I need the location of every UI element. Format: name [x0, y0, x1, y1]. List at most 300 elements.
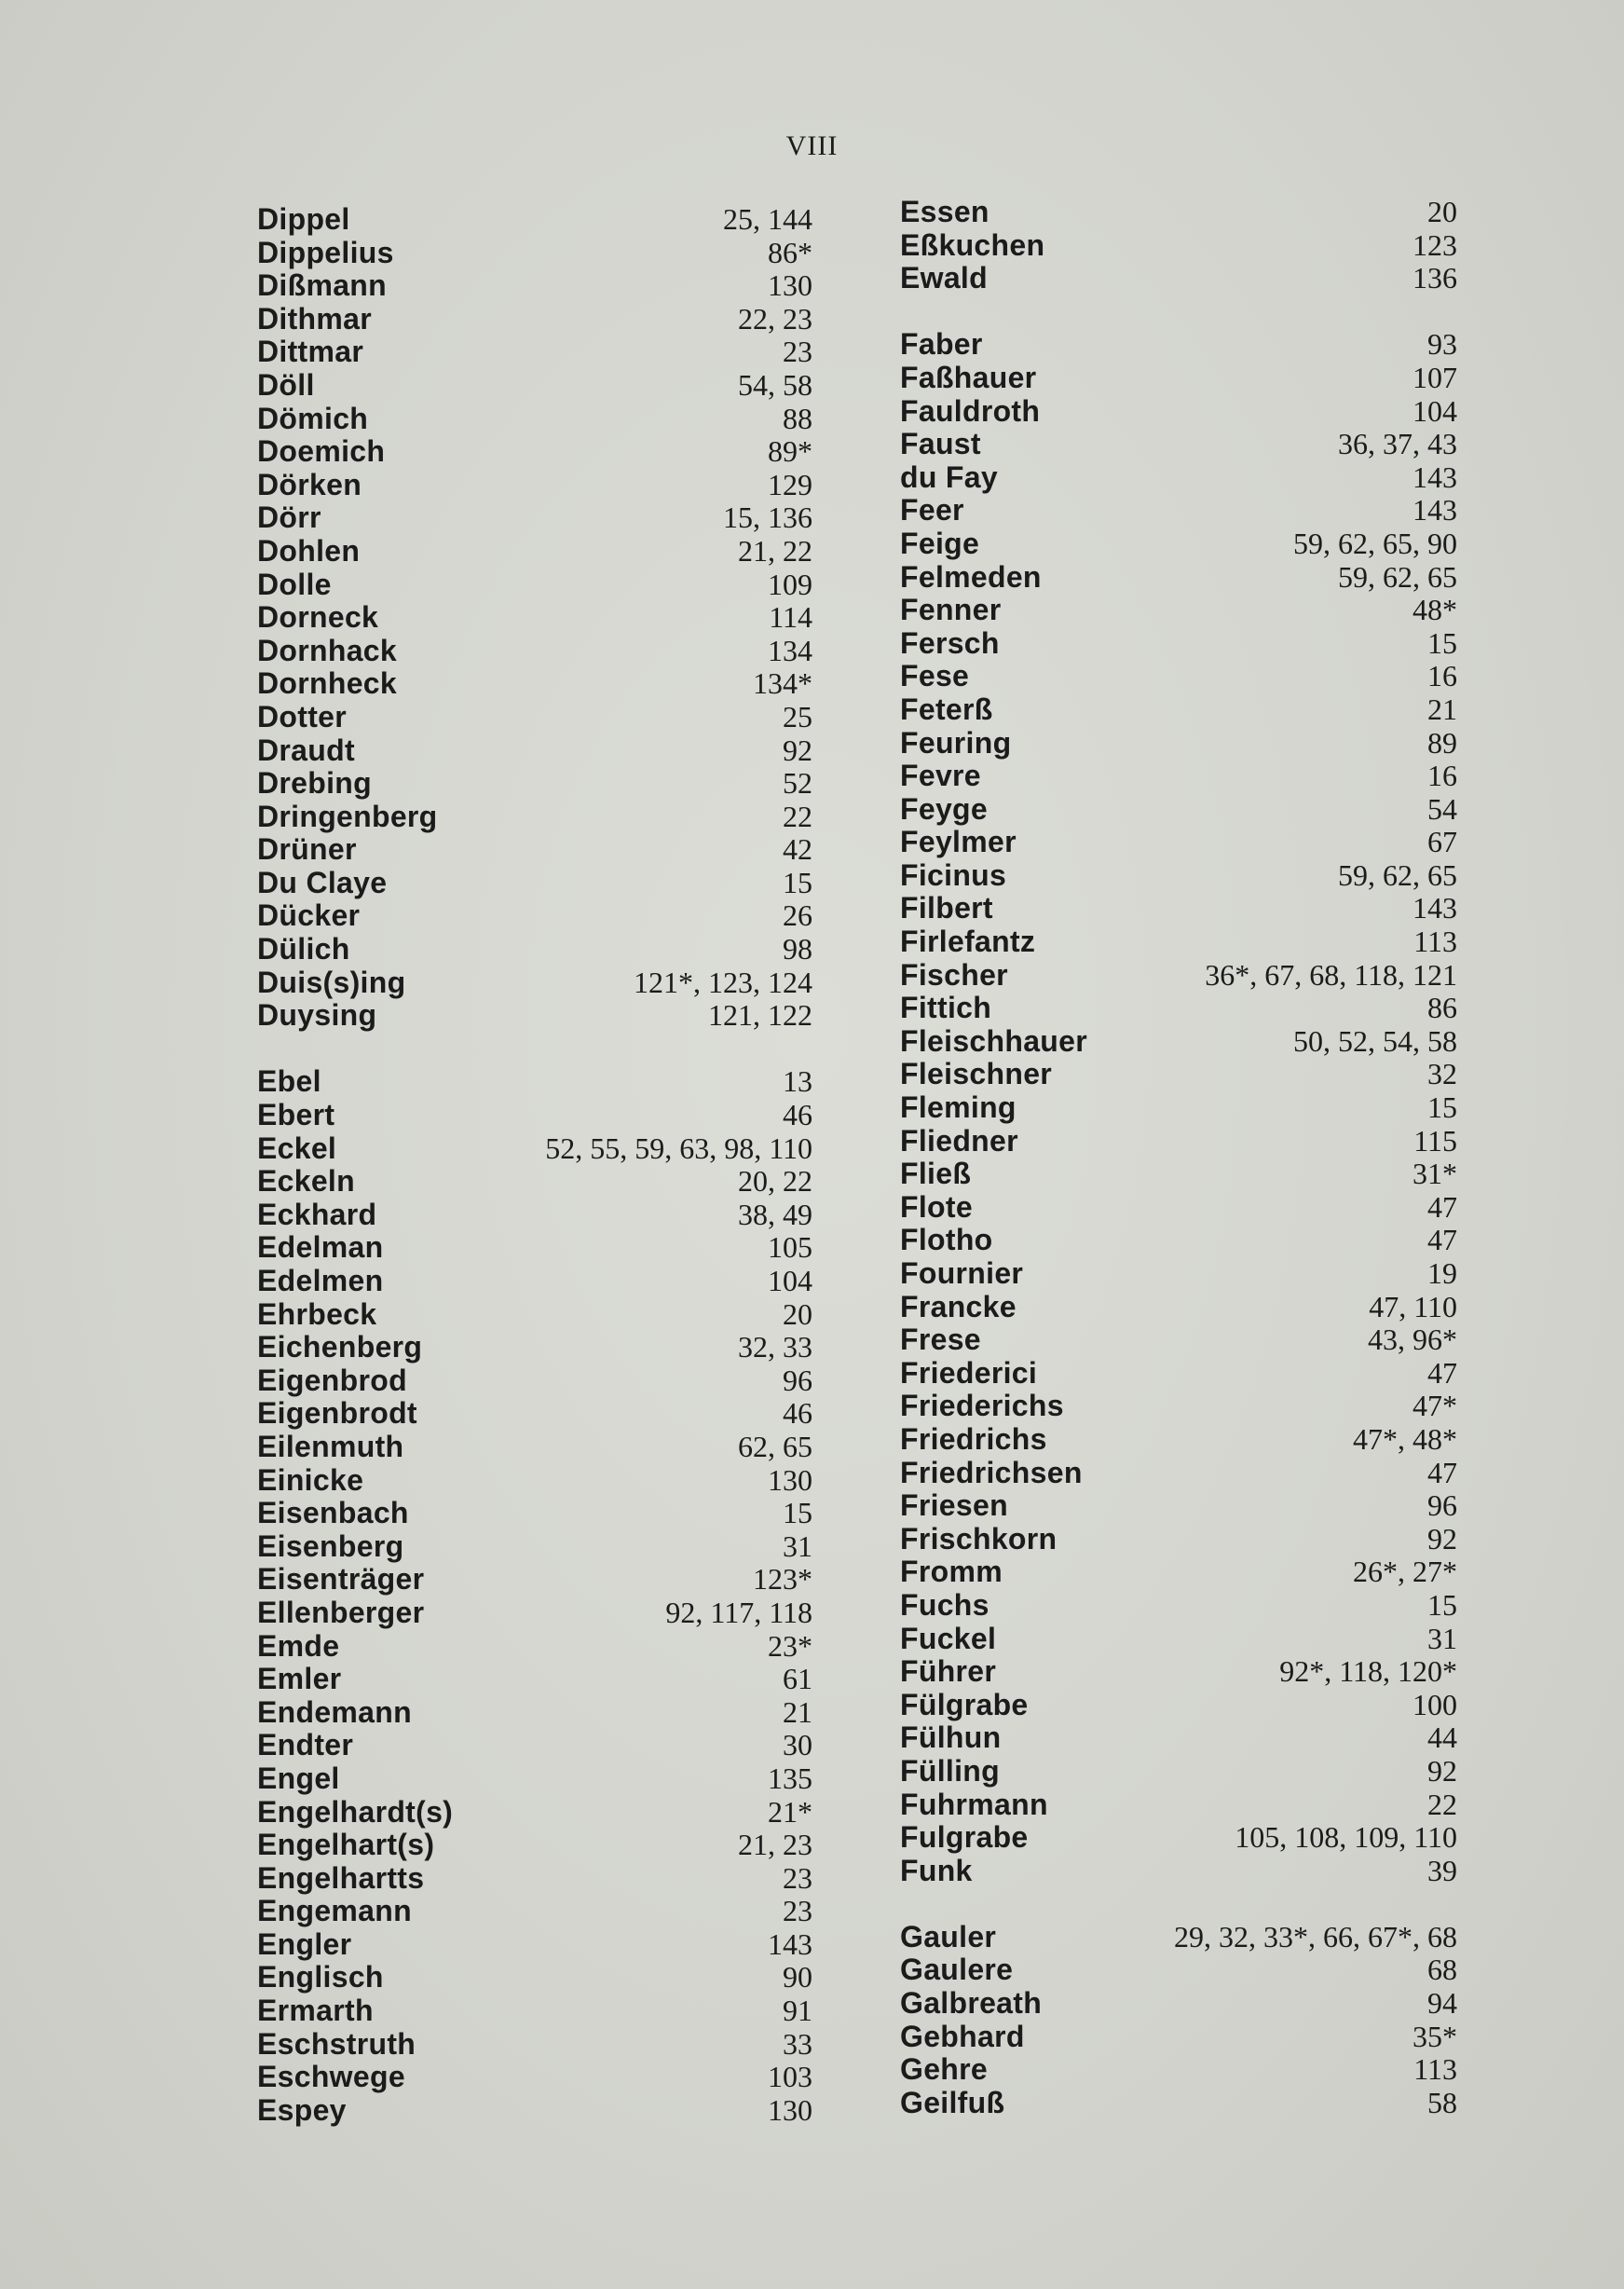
entry-pages: 107 [1412, 360, 1457, 394]
entry-pages: 44 [1427, 1720, 1457, 1755]
index-entry [900, 959, 1457, 993]
entry-pages: 121, 122 [708, 998, 812, 1033]
entry-name: Dornheck [257, 666, 397, 701]
entry-name: Drüner [257, 832, 357, 867]
entry-name: Eßkuchen [900, 227, 1045, 262]
entry-name: Fleischhauer [900, 1023, 1088, 1058]
entry-name: Fromm [900, 1555, 1003, 1589]
index-entry [257, 1729, 812, 1762]
entry-pages: 113 [1413, 925, 1457, 959]
index-entry [257, 867, 812, 900]
entry-name: Edelmen [257, 1264, 384, 1297]
entry-pages: 47* [1412, 1389, 1457, 1423]
entry-pages: 52, 55, 59, 63, 98, 110 [545, 1131, 812, 1165]
entry-pages: 134* [753, 666, 812, 701]
index-entry [257, 535, 812, 569]
entry-pages: 47 [1427, 1455, 1457, 1489]
entry-name: Engelhart(s) [257, 1828, 435, 1862]
index-entry [900, 1523, 1457, 1556]
entry-name: Engel [257, 1761, 340, 1795]
index-entry [257, 1298, 812, 1332]
index-entry [257, 1829, 812, 1862]
entry-name: Filbert [900, 891, 993, 925]
entry-name: Du Claye [257, 865, 388, 899]
entry-name: Eckel [257, 1131, 337, 1165]
entry-pages: 94 [1427, 1986, 1457, 2021]
index-entry [900, 1357, 1457, 1391]
entry-name: Eschstruth [257, 2026, 416, 2061]
entry-name: Ebert [257, 1098, 335, 1132]
entry-name: Friedrichsen [900, 1455, 1083, 1489]
entry-name: Fese [900, 659, 970, 693]
entry-pages: 104 [768, 1264, 812, 1297]
index-entry [900, 328, 1457, 362]
entry-pages: 48* [1412, 593, 1457, 627]
entry-name: Endemann [257, 1694, 412, 1729]
index-entry [257, 569, 812, 602]
index-entry [900, 561, 1457, 595]
index-entry [900, 1191, 1457, 1225]
entry-name: Espey [257, 2092, 347, 2127]
entry-pages: 105 [768, 1230, 812, 1265]
entry-name: Fuhrmann [900, 1787, 1048, 1821]
entry-name: Engelhardt(s) [257, 1794, 454, 1829]
entry-name: Dippel [257, 202, 350, 236]
entry-pages: 47 [1427, 1223, 1457, 1257]
entry-pages: 68 [1427, 1953, 1457, 1987]
entry-pages: 130 [768, 268, 812, 303]
entry-name: Fülgrabe [900, 1687, 1029, 1721]
entry-pages: 92 [783, 733, 812, 767]
entry-pages: 15 [783, 865, 812, 899]
entry-pages: 59, 62, 65 [1338, 857, 1457, 892]
entry-name: Eigenbrod [257, 1363, 407, 1397]
index-entry [257, 369, 812, 403]
entry-name: Friederichs [900, 1389, 1064, 1423]
index-entry [900, 2053, 1457, 2087]
entry-pages: 33 [783, 2026, 812, 2061]
entry-pages: 96 [1427, 1488, 1457, 1523]
entry-name: Gebhard [900, 2019, 1025, 2053]
entry-name: Friesen [900, 1488, 1008, 1523]
index-entry [257, 1928, 812, 1962]
entry-name: Engler [257, 1926, 352, 1961]
index-entry [900, 1589, 1457, 1623]
entry-name: Edelman [257, 1230, 384, 1265]
entry-name: Dömich [257, 401, 369, 435]
entry-name: Drebing [257, 766, 372, 801]
entry-name: Engemann [257, 1894, 412, 1928]
entry-name: Dringenberg [257, 799, 438, 833]
index-entry [900, 428, 1457, 461]
entry-pages: 86* [768, 235, 812, 269]
index-entry [257, 999, 812, 1033]
index-entry [257, 1994, 812, 2028]
index-entry [257, 203, 812, 237]
entry-pages: 31 [1427, 1621, 1457, 1655]
entry-pages: 30 [783, 1728, 812, 1762]
index-entry [257, 403, 812, 436]
index-entry [257, 1199, 812, 1232]
entry-pages: 15 [1427, 1587, 1457, 1622]
entry-pages: 61 [783, 1662, 812, 1696]
index-entry [900, 660, 1457, 693]
entry-pages: 38, 49 [738, 1197, 812, 1231]
index-entry [257, 1331, 812, 1364]
index-entry [257, 1762, 812, 1796]
index-entry [900, 395, 1457, 429]
entry-pages: 129 [768, 467, 812, 501]
section-gap [257, 1033, 812, 1066]
entry-pages: 130 [768, 2092, 812, 2127]
entry-pages: 31* [1412, 1157, 1457, 1191]
entry-pages: 93 [1427, 327, 1457, 362]
entry-pages: 88 [783, 401, 812, 435]
entry-name: Ellenberger [257, 1595, 425, 1629]
entry-name: Dülich [257, 932, 350, 966]
index-entry [900, 2087, 1457, 2120]
entry-name: Ehrbeck [257, 1296, 377, 1331]
entry-pages: 42 [783, 832, 812, 867]
entry-name: Dörr [257, 500, 321, 535]
index-entry [257, 2061, 812, 2094]
index-entry [900, 1457, 1457, 1490]
entry-name: Gauler [900, 1919, 997, 1953]
entry-pages: 123* [753, 1562, 812, 1597]
index-entry [900, 1789, 1457, 1822]
entry-name: Funk [900, 1853, 973, 1887]
entry-pages: 21 [783, 1694, 812, 1729]
entry-pages: 113 [1413, 2052, 1457, 2087]
index-entry [900, 1390, 1457, 1423]
entry-name: Eisenbach [257, 1496, 409, 1530]
entry-pages: 25, 144 [723, 202, 812, 236]
entry-name: Faust [900, 427, 981, 461]
entry-pages: 26*, 27* [1353, 1555, 1457, 1589]
entry-pages: 16 [1427, 659, 1457, 693]
index-entry [900, 1623, 1457, 1656]
entry-name: Feyge [900, 791, 988, 826]
index-entry [900, 1291, 1457, 1324]
entry-name: Dolle [257, 567, 332, 601]
entry-pages: 67 [1427, 825, 1457, 859]
index-entry [257, 966, 812, 1000]
index-column-left [257, 203, 812, 2127]
index-entry [900, 196, 1457, 229]
entry-pages: 121*, 123, 124 [634, 965, 812, 999]
entry-name: Feige [900, 526, 980, 560]
entry-name: Fenner [900, 593, 1002, 627]
entry-name: Ewald [900, 261, 988, 295]
index-entry [900, 1058, 1457, 1091]
section-gap [900, 295, 1457, 329]
index-entry [900, 1423, 1457, 1457]
page-number: VIII [785, 130, 839, 161]
entry-name: Ebel [257, 1064, 321, 1099]
index-entry [257, 801, 812, 834]
entry-pages: 86 [1427, 991, 1457, 1025]
entry-pages: 23 [783, 335, 812, 369]
index-entry [900, 693, 1457, 727]
entry-name: Fauldroth [900, 393, 1041, 428]
entry-name: Flotho [900, 1223, 993, 1257]
entry-name: Eichenberg [257, 1330, 423, 1364]
index-entry [257, 667, 812, 701]
entry-pages: 91 [783, 1994, 812, 2028]
entry-pages: 92 [1427, 1753, 1457, 1788]
index-entry [900, 1721, 1457, 1755]
entry-name: Fuchs [900, 1587, 989, 1622]
index-entry [900, 362, 1457, 395]
entry-pages: 47*, 48* [1353, 1421, 1457, 1456]
entry-name: Friedrichs [900, 1421, 1047, 1456]
entry-pages: 36, 37, 43 [1338, 427, 1457, 461]
index-entry [257, 1165, 812, 1199]
entry-name: Feterß [900, 692, 993, 726]
index-entry [257, 237, 812, 270]
entry-name: Faßhauer [900, 360, 1037, 394]
entry-pages: 21, 22 [738, 533, 812, 568]
entry-pages: 54, 58 [738, 367, 812, 402]
entry-name: Eckhard [257, 1197, 377, 1231]
index-entry [257, 1530, 812, 1564]
index-entry [900, 727, 1457, 761]
index-column-right [900, 196, 1457, 2119]
index-entry [900, 826, 1457, 859]
entry-name: Fevre [900, 759, 981, 793]
entry-name: Fließ [900, 1157, 972, 1191]
entry-name: Fleischner [900, 1057, 1053, 1091]
index-entry [900, 1323, 1457, 1357]
entry-pages: 29, 32, 33*, 66, 67*, 68 [1174, 1919, 1457, 1953]
entry-pages: 22, 23 [738, 301, 812, 336]
entry-name: Dißmann [257, 268, 387, 303]
entry-pages: 100 [1412, 1687, 1457, 1721]
entry-name: Fliedner [900, 1123, 1018, 1158]
entry-pages: 143 [1412, 459, 1457, 494]
index-entry [257, 899, 812, 933]
index-entry [900, 1489, 1457, 1523]
index-entry [257, 1563, 812, 1597]
entry-name: Duis(s)ing [257, 965, 406, 999]
index-entry [257, 269, 812, 303]
entry-pages: 136 [1412, 261, 1457, 295]
entry-name: Dücker [257, 898, 361, 933]
entry-pages: 32, 33 [738, 1330, 812, 1364]
entry-pages: 21 [1427, 692, 1457, 726]
entry-name: Dorneck [257, 600, 379, 635]
entry-pages: 123 [1412, 227, 1457, 262]
entry-name: Duysing [257, 998, 377, 1033]
entry-pages: 114 [769, 600, 812, 635]
index-entry [257, 1265, 812, 1298]
entry-name: Engelhartts [257, 1860, 425, 1895]
entry-name: Gaulere [900, 1953, 1014, 1987]
index-entry [257, 701, 812, 734]
index-entry [257, 1431, 812, 1464]
index-entry [900, 229, 1457, 263]
index-entry [900, 594, 1457, 627]
index-entry [900, 1921, 1457, 1954]
entry-name: Feuring [900, 725, 1012, 760]
entry-name: Frese [900, 1323, 981, 1357]
index-entry [257, 1630, 812, 1664]
index-entry [900, 1556, 1457, 1589]
index-entry [257, 1397, 812, 1431]
index-entry [257, 1065, 812, 1099]
entry-pages: 92, 117, 118 [665, 1595, 812, 1629]
entry-name: Francke [900, 1289, 1017, 1323]
index-entry [257, 2028, 812, 2062]
entry-pages: 89* [768, 434, 812, 469]
index-entry [900, 992, 1457, 1025]
entry-pages: 16 [1427, 759, 1457, 793]
index-entry [257, 1497, 812, 1530]
entry-pages: 59, 62, 65 [1338, 559, 1457, 594]
index-entry [257, 1696, 812, 1730]
entry-pages: 62, 65 [738, 1429, 812, 1463]
entry-name: Fischer [900, 957, 1008, 992]
index-entry [257, 336, 812, 369]
entry-name: Führer [900, 1654, 997, 1689]
entry-name: Galbreath [900, 1986, 1043, 2021]
entry-name: Frischkorn [900, 1521, 1058, 1556]
index-entry [900, 1125, 1457, 1158]
entry-name: du Fay [900, 459, 998, 494]
index-entry [900, 1091, 1457, 1125]
index-entry [257, 933, 812, 966]
entry-pages: 46 [783, 1396, 812, 1431]
entry-pages: 22 [1427, 1787, 1457, 1821]
entry-name: Dittmar [257, 335, 364, 369]
entry-pages: 52 [783, 766, 812, 801]
entry-name: Döll [257, 367, 315, 402]
index-entry [900, 1689, 1457, 1722]
entry-name: Flote [900, 1189, 973, 1224]
entry-pages: 115 [1413, 1123, 1457, 1158]
index-entry [257, 1862, 812, 1896]
entry-name: Fleming [900, 1090, 1017, 1125]
entry-pages: 20 [1427, 195, 1457, 228]
entry-pages: 134 [768, 633, 812, 667]
entry-name: Fersch [900, 625, 1000, 660]
index-entry [257, 1663, 812, 1696]
entry-name: Draudt [257, 733, 355, 767]
index-entry [257, 1231, 812, 1265]
entry-pages: 23 [783, 1860, 812, 1895]
entry-pages: 47, 110 [1369, 1289, 1457, 1323]
entry-name: Dippelius [257, 235, 394, 269]
section-gap [900, 1887, 1457, 1921]
entry-pages: 25 [783, 699, 812, 733]
entry-name: Dithmar [257, 301, 373, 336]
entry-pages: 104 [1412, 393, 1457, 428]
entry-pages: 46 [783, 1098, 812, 1132]
entry-pages: 130 [768, 1462, 812, 1497]
entry-pages: 39 [1427, 1853, 1457, 1887]
index-entry [900, 793, 1457, 827]
entry-pages: 92*, 118, 120* [1279, 1654, 1457, 1689]
entry-pages: 98 [783, 932, 812, 966]
index-entry [257, 767, 812, 801]
entry-name: Ficinus [900, 857, 1007, 892]
index-entry [900, 1158, 1457, 1191]
index-entry [900, 1987, 1457, 2021]
entry-pages: 92 [1427, 1521, 1457, 1556]
entry-name: Gehre [900, 2052, 988, 2087]
entry-pages: 21* [768, 1794, 812, 1829]
entry-pages: 20 [783, 1296, 812, 1331]
entry-pages: 96 [783, 1363, 812, 1397]
entry-pages: 58 [1427, 2085, 1457, 2119]
index-entry [257, 435, 812, 469]
entry-pages: 50, 52, 54, 58 [1293, 1023, 1457, 1058]
entry-name: Eigenbrodt [257, 1396, 417, 1431]
entry-name: Felmeden [900, 559, 1042, 594]
entry-pages: 15 [1427, 1090, 1457, 1125]
entry-name: Geilfuß [900, 2085, 1005, 2119]
index-entry [257, 833, 812, 867]
index-entry [257, 601, 812, 635]
index-entry [900, 892, 1457, 925]
index-entry [900, 1025, 1457, 1059]
index-entry [257, 501, 812, 535]
index-entry [900, 494, 1457, 528]
entry-pages: 105, 108, 109, 110 [1235, 1820, 1457, 1855]
entry-pages: 15, 136 [723, 500, 812, 535]
entry-pages: 143 [1412, 891, 1457, 925]
index-entry [900, 461, 1457, 495]
entry-pages: 32 [1427, 1057, 1457, 1091]
entry-pages: 59, 62, 65, 90 [1293, 526, 1457, 560]
entry-pages: 15 [783, 1496, 812, 1530]
index-entry [900, 1953, 1457, 1987]
entry-name: Dornhack [257, 633, 397, 667]
index-entry [900, 1755, 1457, 1789]
index-entry [257, 2094, 812, 2128]
entry-name: Eschwege [257, 2060, 405, 2094]
entry-pages: 15 [1427, 625, 1457, 660]
index-entry [900, 528, 1457, 561]
entry-pages: 103 [768, 2060, 812, 2094]
index-entry [900, 925, 1457, 959]
entry-name: Dörken [257, 467, 362, 501]
index-entry [900, 1855, 1457, 1888]
index-entry [257, 734, 812, 768]
entry-pages: 135 [768, 1761, 812, 1795]
entry-pages: 89 [1427, 725, 1457, 760]
entry-pages: 23 [783, 1894, 812, 1928]
entry-name: Faber [900, 327, 983, 362]
entry-name: Eisenberg [257, 1528, 404, 1563]
entry-name: Einicke [257, 1462, 364, 1497]
entry-name: Doemich [257, 434, 386, 469]
entry-pages: 22 [783, 799, 812, 833]
entry-pages: 26 [783, 898, 812, 933]
entry-name: Fournier [900, 1256, 1024, 1290]
entry-name: Eilenmuth [257, 1429, 404, 1463]
index-entry [257, 1132, 812, 1166]
index-entry [900, 1655, 1457, 1689]
entry-name: Fulgrabe [900, 1820, 1029, 1855]
index-entry [900, 1224, 1457, 1257]
entry-pages: 13 [783, 1064, 812, 1099]
entry-pages: 23* [768, 1628, 812, 1663]
index-entry [900, 2021, 1457, 2054]
entry-name: Fuckel [900, 1621, 997, 1655]
entry-pages: 109 [768, 567, 812, 601]
entry-name: Endter [257, 1728, 354, 1762]
